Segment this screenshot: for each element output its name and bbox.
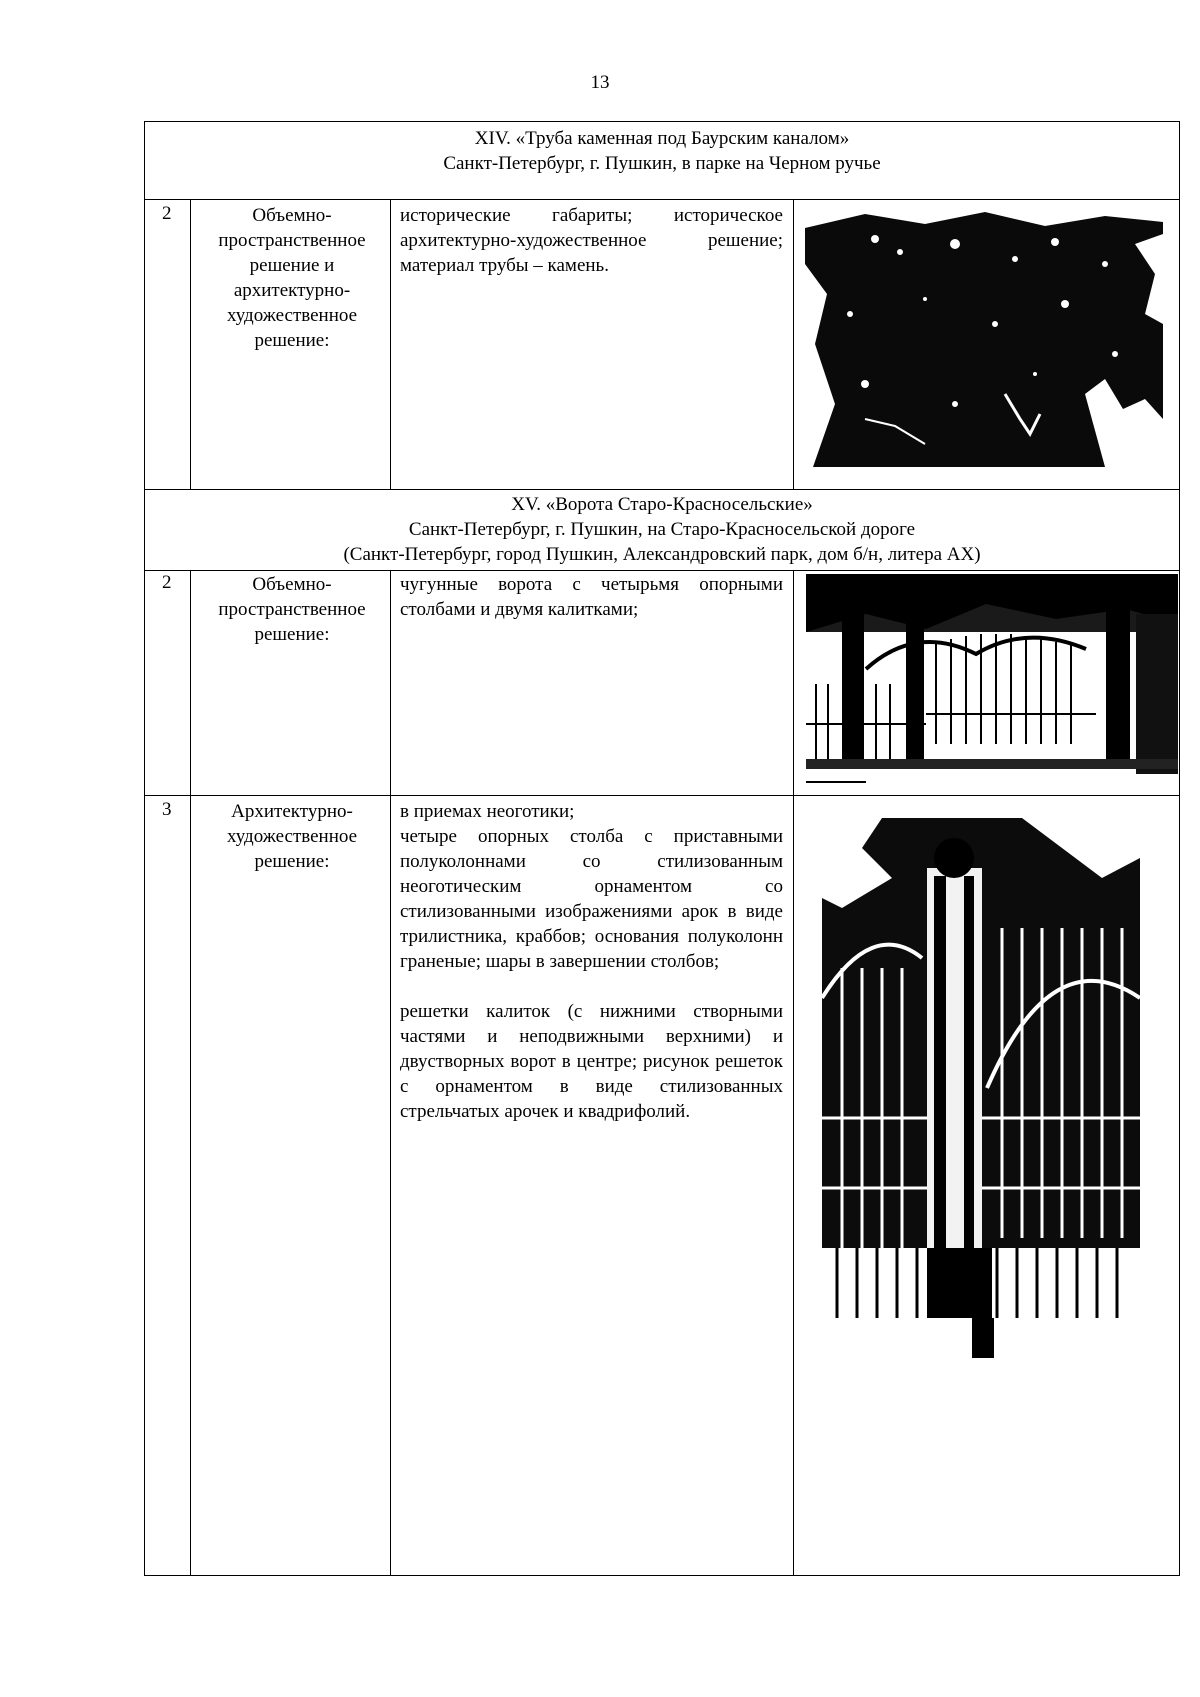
row-divider [144, 795, 1180, 796]
column-divider [190, 570, 191, 1576]
description-paragraph: в приемах неоготики; [400, 801, 575, 822]
column-divider [390, 199, 391, 489]
row-label: Архитектурно- художественное решение: [226, 801, 358, 872]
description-paragraph: чугунные ворота с четырьмя опорными столбами и двумя калитками; [400, 574, 783, 620]
section-title: XIV. «Труба каменная под Баурским каналом» [474, 128, 850, 149]
row-divider [144, 199, 1180, 200]
photo-gates-overview [806, 574, 1178, 788]
section-header [146, 126, 1178, 176]
description-paragraph: исторические габариты; историческое архитектурно-художественное решение; материал трубы – камень. [400, 205, 783, 276]
row-number: 3 [162, 799, 172, 820]
row-divider [144, 570, 1180, 571]
row-description [400, 203, 783, 278]
column-divider [793, 570, 794, 1576]
row-number: 2 [162, 203, 172, 224]
row-number: 2 [162, 572, 172, 593]
section-title: XV. «Ворота Старо-Красносельские» [511, 494, 813, 515]
page-number: 13 [590, 72, 610, 93]
column-divider [390, 570, 391, 1576]
row-divider [144, 489, 1180, 490]
section-address: Санкт-Петербург, г. Пушкин, в парке на Черном ручье [443, 153, 881, 174]
section-address-detail: (Санкт-Петербург, город Пушкин, Александровский парк, дом б/н, литера АХ) [343, 544, 981, 565]
row-label: Объемно- пространственное решение и архитектурно- художественное решение: [218, 205, 366, 351]
photo-stone-culvert [805, 204, 1163, 467]
photo-gate-pillar-detail [822, 818, 1140, 1358]
row-description [400, 572, 783, 622]
row-description [400, 799, 783, 1124]
column-divider [793, 199, 794, 489]
section-header [146, 492, 1178, 567]
section-address: Санкт-Петербург, г. Пушкин, на Старо-Красносельской дороге [408, 519, 916, 540]
description-paragraph: четыре опорных столба с приставными полуколоннами со стилизованным неоготическим орнаментом со стилизованными изображениями арок в виде трилистника, краббов; основания полуколонн граненые; шары в завершении столбов; [400, 826, 783, 972]
description-paragraph: решетки калиток (с нижними створными частями и неподвижными верхними) и двустворных ворот в центре; рисунок решеток с орнаментом в виде стилизованных стрельчатых арочек и квадрифолий. [400, 1001, 783, 1122]
column-divider [190, 199, 191, 489]
row-label: Объемно- пространственное решение: [218, 574, 366, 645]
